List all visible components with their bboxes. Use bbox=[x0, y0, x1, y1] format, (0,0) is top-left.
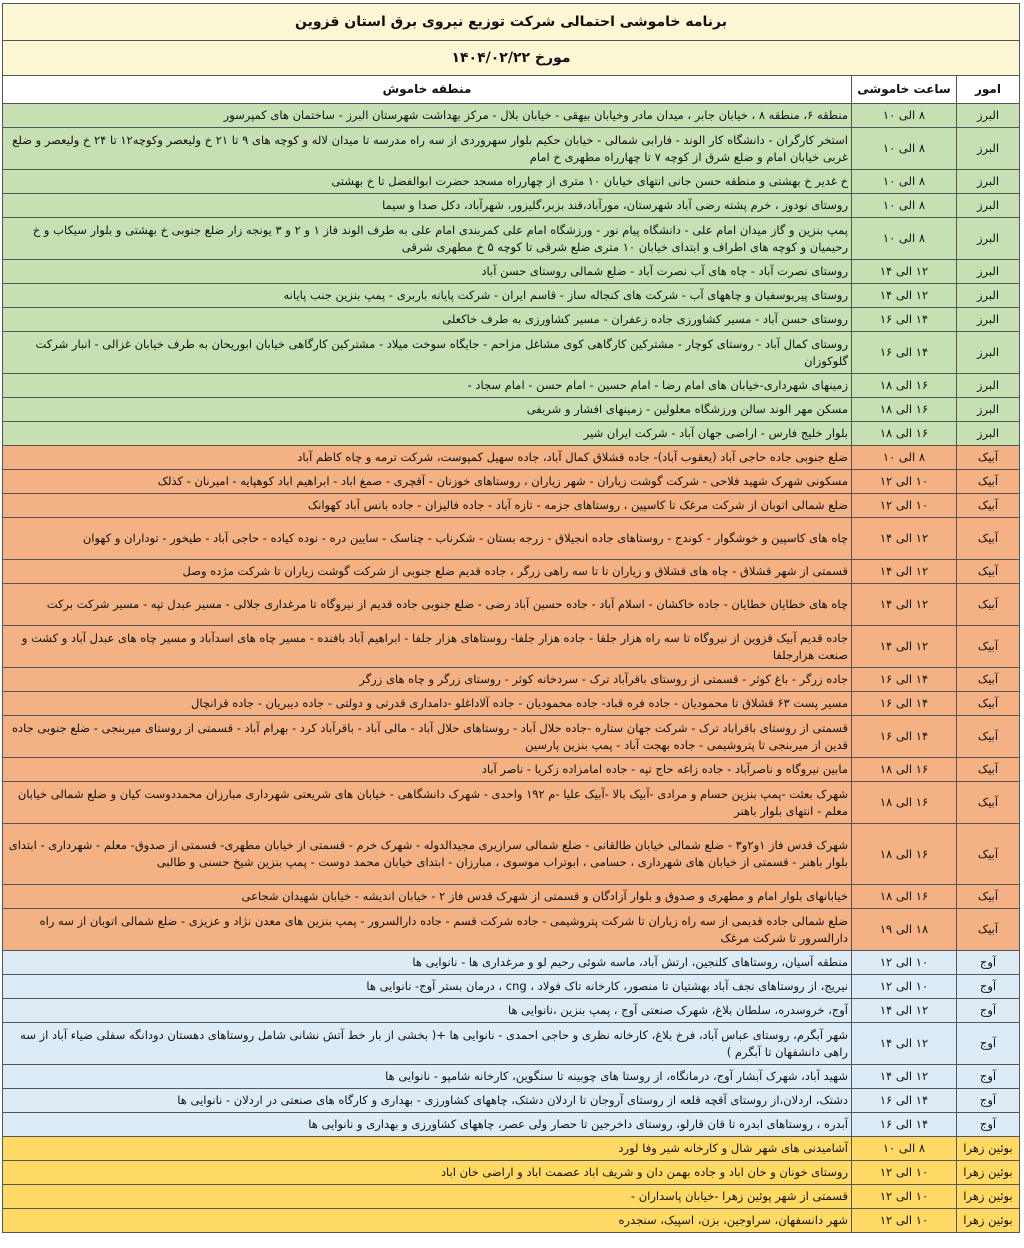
dept-cell: البرز bbox=[957, 422, 1020, 446]
time-cell: ۱۲ الی ۱۴ bbox=[852, 518, 957, 560]
time-cell: ۱۴ الی ۱۶ bbox=[852, 1113, 957, 1137]
area-cell: روستای نودوز ، خرم پشته رضی آباد شهرستان، مورآباد،قند بزبر،گلیزور، شهرآباد، دکل صدا و سیما bbox=[2, 194, 851, 218]
time-cell: ۱۶ الی ۱۸ bbox=[852, 374, 957, 398]
time-cell: ۱۶ الی ۱۸ bbox=[852, 885, 957, 909]
time-cell: ۸ الی ۱۰ bbox=[852, 1137, 957, 1161]
area-cell: منطقه ۶، منطقه ۸ ، خیابان جابر ، میدان مادر وخیابان بیهقی - خیابان بلال - مرکز بهداشت شهرستان البرز - ساختمان های کمپرسور bbox=[2, 104, 851, 128]
dept-cell: آبیک bbox=[957, 758, 1020, 782]
header-area: منطقه خاموش bbox=[2, 76, 851, 104]
time-cell: ۱۰ الی ۱۲ bbox=[852, 951, 957, 975]
table-row bbox=[2, 260, 1019, 284]
area-cell: خیابانهای بلوار امام و مطهری و صدوق و بلوار آزادگان و قسمتی از شهرک قدس فاز ۲ - خیابان اندیشه - خیابان شهیدان شجاعی bbox=[2, 885, 851, 909]
table-row bbox=[2, 885, 1019, 909]
table-row bbox=[2, 308, 1019, 332]
dept-cell: بوئین زهرا bbox=[957, 1137, 1020, 1161]
area-cell: مابین نیروگاه و ناصرآباد - جاده زاغه حاج تپه - جاده امامزاده زکریا - ناصر آباد bbox=[2, 758, 851, 782]
dept-cell: البرز bbox=[957, 170, 1020, 194]
table-row bbox=[2, 374, 1019, 398]
table-row bbox=[2, 1065, 1019, 1089]
area-cell: منطقه آسیان، روستاهای کلنجین، ارتش آباد، ماسه شوئی رحیم لو و مرغداری ها - نانوایی ها bbox=[2, 951, 851, 975]
area-cell: شهر دانسفهان، سراوجین، بزن، اسپیک، سنجدره bbox=[2, 1209, 851, 1233]
time-cell: ۱۲ الی ۱۴ bbox=[852, 1065, 957, 1089]
area-cell: جاده قدیم آبیک قزوین از نیروگاه تا سه راه هزار جلفا - جاده هزار جلفا- روستاهای هزار جلفا - ابراهیم آباد بافنده - مسیر چاه های اسدآباد و مسیر چاه های عبدل آباد و کشت و صنعت هزارجلفا bbox=[2, 626, 851, 668]
table-row bbox=[2, 824, 1019, 885]
table-row bbox=[2, 668, 1019, 692]
dept-cell: آبیک bbox=[957, 909, 1020, 951]
time-cell: ۱۶ الی ۱۸ bbox=[852, 824, 957, 885]
dept-cell: البرز bbox=[957, 128, 1020, 170]
dept-cell: البرز bbox=[957, 332, 1020, 374]
table-row bbox=[2, 1113, 1019, 1137]
area-cell: استخر کارگران - دانشگاه کار الوند - فارابی شمالی - خیابان حکیم بلوار سهروردی از سه راه مدرسه تا میدان لاله و کوچه های ۹ تا ۲۱ خ ولیعصر وکوچه۱۲ تا ۲۴ خ ولیعصر و ضلع غربی خیابان امام و ضلع شرق از کوچه ۷ تا چهارراه مطهری خ امام bbox=[2, 128, 851, 170]
table-row bbox=[2, 332, 1019, 374]
table-row bbox=[2, 758, 1019, 782]
dept-cell: آبیک bbox=[957, 885, 1020, 909]
dept-cell: آبیک bbox=[957, 584, 1020, 626]
time-cell: ۱۴ الی ۱۶ bbox=[852, 1089, 957, 1113]
area-cell: روستای پیربوسفیان و چاههای آب - شرکت های کنجاله ساز - قاسم ایران - شرکت پایانه باربری - پمپ بنزین جنب پایانه bbox=[2, 284, 851, 308]
table-row bbox=[2, 951, 1019, 975]
time-cell: ۱۶ الی ۱۸ bbox=[852, 782, 957, 824]
time-cell: ۱۴ الی ۱۶ bbox=[852, 308, 957, 332]
time-cell: ۱۰ الی ۱۲ bbox=[852, 1161, 957, 1185]
area-cell: دشتک، اردلان،از روستای آقچه قلعه از روستای آروجان تا اردلان دشتک، چاههای کشاورزی - بهداری و کارگاه های صنعتی در اردلان - نانوایی ها bbox=[2, 1089, 851, 1113]
time-cell: ۱۶ الی ۱۸ bbox=[852, 422, 957, 446]
dept-cell: آبیک bbox=[957, 692, 1020, 716]
time-cell: ۱۰ الی ۱۲ bbox=[852, 975, 957, 999]
area-cell: خ غدیر خ بهشتی و منطقه حسن جانی انتهای خیابان ۱۰ متری از چهارراه مسجد حضرت ابوالفضل تا خ بهشتی bbox=[2, 170, 851, 194]
time-cell: ۸ الی ۱۰ bbox=[852, 170, 957, 194]
time-cell: ۱۲ الی ۱۴ bbox=[852, 284, 957, 308]
dept-cell: آبیک bbox=[957, 782, 1020, 824]
dept-cell: آبیک bbox=[957, 518, 1020, 560]
time-cell: ۱۰ الی ۱۲ bbox=[852, 494, 957, 518]
area-cell: روستای نصرت آباد - چاه های آب نصرت آباد - ضلع شمالی روستای حسن آباد bbox=[2, 260, 851, 284]
time-cell: ۱۰ الی ۱۲ bbox=[852, 1185, 957, 1209]
table-row bbox=[2, 716, 1019, 758]
date-line: مورخ ۱۴۰۴/۰۲/۲۲ bbox=[2, 41, 1019, 76]
table-row bbox=[2, 975, 1019, 999]
dept-cell: آوج bbox=[957, 1023, 1020, 1065]
area-cell: روستای خونان و خان اباد و جاده بهمن دان و شریف اباد عصمت اباد و اراضی خان اباد bbox=[2, 1161, 851, 1185]
area-cell: شهید آباد، شهرک آبشار آوج، درمانگاه، از روستا های چوبینه تا سنگوین، کارخانه شامپو - نانوایی ها bbox=[2, 1065, 851, 1089]
area-cell: شهرک بعثت -پمپ بنزین حسام و مرادی -آبیک بالا -آبیک علیا -م ۱۹۲ واحدی - شهرک دانشگاهی - خیابان های شریعتی شهرداری مبارزان محمددوست کیان و ضلع شمالی خیابان معلم - انتهای بلوار باهنر bbox=[2, 782, 851, 824]
table-row bbox=[2, 518, 1019, 560]
table-row bbox=[2, 692, 1019, 716]
dept-cell: آوج bbox=[957, 951, 1020, 975]
table-row bbox=[2, 422, 1019, 446]
table-row bbox=[2, 104, 1019, 128]
table-row bbox=[2, 584, 1019, 626]
time-cell: ۱۶ الی ۱۸ bbox=[852, 758, 957, 782]
time-cell: ۸ الی ۱۰ bbox=[852, 446, 957, 470]
table-row bbox=[2, 284, 1019, 308]
time-cell: ۱۲ الی ۱۴ bbox=[852, 560, 957, 584]
area-cell: زمینهای شهرداری-خیابان های امام رضا - امام حسین - امام حسن - امام سجاد - bbox=[2, 374, 851, 398]
area-cell: چاه های خطایان خطایان - جاده خاکشان - اسلام آباد - جاده حسین آباد رضی - ضلع جنوبی جاده قدیم از نیروگاه تا مرغداری جلالی - مسیر عبدل تپه - مسیر شرکت برکت bbox=[2, 584, 851, 626]
header-dept: امور bbox=[957, 76, 1020, 104]
area-cell: روستای حسن آباد - مسیر کشاورزی جاده زعفران - مسیر کشاورزی به طرف خاکعلی bbox=[2, 308, 851, 332]
area-cell: آشامیدنی های شهر شال و کارخانه شیر وفا لورد bbox=[2, 1137, 851, 1161]
table-row bbox=[2, 1209, 1019, 1233]
area-cell: نیریج، از روستاهای نجف آباد بهشتیان تا منصور، کارخانه تاک فولاد ، cng ، درمان بستر آوج- نانوایی ها bbox=[2, 975, 851, 999]
dept-cell: بوئین زهرا bbox=[957, 1161, 1020, 1185]
table-row bbox=[2, 398, 1019, 422]
time-cell: ۸ الی ۱۰ bbox=[852, 104, 957, 128]
outage-table bbox=[2, 3, 1020, 1233]
area-cell: شهر آبگرم، روستای عباس آباد، فرخ بلاغ، کارخانه نظری و حاجی احمدی - نانوایی ها +( بخشی از بار خط آتش نشانی شامل روستاهای دهستان دودانگه سفلی ضیاء آباد از سه راهی دانشفهان تا آبگرم ) bbox=[2, 1023, 851, 1065]
time-cell: ۸ الی ۱۰ bbox=[852, 194, 957, 218]
dept-cell: بوئین زهرا bbox=[957, 1209, 1020, 1233]
table-row bbox=[2, 170, 1019, 194]
table-row bbox=[2, 999, 1019, 1023]
time-cell: ۱۴ الی ۱۶ bbox=[852, 716, 957, 758]
time-cell: ۱۲ الی ۱۴ bbox=[852, 584, 957, 626]
dept-cell: آبیک bbox=[957, 446, 1020, 470]
area-cell: بلوار خلیج فارس - اراضی جهان آباد - شرکت ایران شیر bbox=[2, 422, 851, 446]
area-cell: چاه های کاسپین و خوشگوار - کوندج - روستاهای جاده انجیلاق - زرجه بستان - شکرناب - چناسک - سایین دره - نوده کیاده - حاجی آباد - طیخور - توداران و کهوان bbox=[2, 518, 851, 560]
table-row bbox=[2, 128, 1019, 170]
time-cell: ۱۶ الی ۱۸ bbox=[852, 398, 957, 422]
time-cell: ۱۲ الی ۱۴ bbox=[852, 260, 957, 284]
header-time: ساعت خاموشی bbox=[852, 76, 957, 104]
title-row bbox=[2, 4, 1019, 41]
time-cell: ۱۲ الی ۱۴ bbox=[852, 626, 957, 668]
table-row bbox=[2, 446, 1019, 470]
time-cell: ۱۸ الی ۱۹ bbox=[852, 909, 957, 951]
table-row bbox=[2, 194, 1019, 218]
time-cell: ۱۲ الی ۱۴ bbox=[852, 999, 957, 1023]
dept-cell: بوئین زهرا bbox=[957, 1185, 1020, 1209]
table-row bbox=[2, 909, 1019, 951]
area-cell: مسکونی شهرک شهید فلاحی - شرکت گوشت زیاران - شهر زیاران ، روستاهای خوزنان - آقچری - صمغ اباد - ابراهیم اباد کوهپایه - امیرنان - کذلک bbox=[2, 470, 851, 494]
area-cell: روستای کمال آباد - روستای کوچار - مشترکین کارگاهی کوی مشاغل مزاحم - جایگاه سوخت میلاد - مشترکین کارگاهی خیابان ابوریحان به طرف خیابان غزالی - انبار شرکت گلوکوزان bbox=[2, 332, 851, 374]
time-cell: ۱۴ الی ۱۶ bbox=[852, 692, 957, 716]
dept-cell: البرز bbox=[957, 218, 1020, 260]
table-row bbox=[2, 782, 1019, 824]
area-cell: ضلع جنوبی جاده حاجی آباد (یعقوب آباد)- جاده قشلاق کمال آباد، جاده سهیل کمپوست، شرکت ترمه و چاه کاظم آباد bbox=[2, 446, 851, 470]
table-row bbox=[2, 494, 1019, 518]
table-row bbox=[2, 218, 1019, 260]
dept-cell: البرز bbox=[957, 374, 1020, 398]
outage-schedule-sheet bbox=[3, 3, 1020, 1233]
dept-cell: آوج bbox=[957, 975, 1020, 999]
dept-cell: آبیک bbox=[957, 716, 1020, 758]
table-row bbox=[2, 1089, 1019, 1113]
area-cell: ضلع شمالی اتوبان از شرکت مرغک تا کاسپین ، روستاهای جزمه - تازه آباد - جاده فالیزان - جاده بانس آباد کهوانک bbox=[2, 494, 851, 518]
dept-cell: البرز bbox=[957, 398, 1020, 422]
header-row bbox=[2, 76, 1019, 104]
time-cell: ۸ الی ۱۰ bbox=[852, 218, 957, 260]
dept-cell: آبیک bbox=[957, 560, 1020, 584]
table-row bbox=[2, 1185, 1019, 1209]
table-row bbox=[2, 626, 1019, 668]
dept-cell: البرز bbox=[957, 194, 1020, 218]
dept-cell: آوج bbox=[957, 999, 1020, 1023]
dept-cell: آوج bbox=[957, 1089, 1020, 1113]
area-cell: قسمتی از روستای باقراباد ترک - شرکت جهان ستاره -جاده حلال آباد - روستاهای حلال آباد - مالی آباد - باقرآباد کرد - بهرام آباد - قسمتی از روستای میربنجی - ضلع جنوبی جاده قدین از میربنجی تا پتروشیمی - جاده بهجت آباد - پمپ بنزین پارسین bbox=[2, 716, 851, 758]
dept-cell: آبیک bbox=[957, 494, 1020, 518]
dept-cell: آبیک bbox=[957, 626, 1020, 668]
area-cell: مسکن مهر الوند سالن ورزشگاه معلولین - زمینهای افشار و شریفی bbox=[2, 398, 851, 422]
area-cell: جاده زرگر - باغ کوثر - قسمتی از روستای باقرآباد ترک - سردخانه کوثر - روستای زرگر و چاه های زرگر bbox=[2, 668, 851, 692]
area-cell: آوج، خروسدره، سلطان بلاغ، شهرک صنعتی آوج ، پمپ بنزین ،نانوایی ها bbox=[2, 999, 851, 1023]
date-row bbox=[2, 41, 1019, 76]
dept-cell: آبیک bbox=[957, 824, 1020, 885]
dept-cell: آوج bbox=[957, 1065, 1020, 1089]
table-row bbox=[2, 1023, 1019, 1065]
time-cell: ۱۰ الی ۱۲ bbox=[852, 470, 957, 494]
time-cell: ۱۲ الی ۱۴ bbox=[852, 1023, 957, 1065]
area-cell: ضلع شمالی جاده قدیمی از سه راه زیاران تا شرکت پتروشیمی - جاده شرکت قسم - جاده دارالسرور - پمپ بنزین های معدن نژاد و عزیزی - ضلع شمالی اتوبان از سه راه دارالسرور تا شرکت مرغک bbox=[2, 909, 851, 951]
area-cell: آبدره ، روستاهای ابدره تا قان قارلو، روستای داخرجین تا حصار ولی عصر، چاههای کشاورزی و بهداری و نانوایی ها bbox=[2, 1113, 851, 1137]
dept-cell: آبیک bbox=[957, 668, 1020, 692]
dept-cell: آوج bbox=[957, 1113, 1020, 1137]
time-cell: ۸ الی ۱۰ bbox=[852, 128, 957, 170]
table-row bbox=[2, 470, 1019, 494]
dept-cell: البرز bbox=[957, 284, 1020, 308]
area-cell: مسیر پست ۶۳ قشلاق تا محمودیان - جاده فره قباد- جاده محمودیان - جاده آلاداغلو -دامداری قدرتی و دولتی - جاده دیبریان - جاده قزانچال bbox=[2, 692, 851, 716]
area-cell: شهرک قدس فاز ۱و۲و۳ - ضلع شمالی خیابان طالقانی - ضلع شمالی سرازیری مجیدالدوله - شهرک خرم - قسمتی از خیابان مطهری- قسمتی از صدوق- معلم - شهرداری - ابتدای بلوار باهنر - قسمتی از خیابان های شهرداری ، حسامی ، ابوتراب موسوی ، مبارزان - ابتدای خیابان محمد دوست - پمپ بنزین شیخ حسنی و طالبی bbox=[2, 824, 851, 885]
page-title: برنامه خاموشی احتمالی شرکت توزیع نیروی برق استان قزوین bbox=[2, 4, 1019, 41]
dept-cell: البرز bbox=[957, 260, 1020, 284]
table-row bbox=[2, 560, 1019, 584]
area-cell: قسمتی از شهر پوئین زهرا -خیابان پاسداران - bbox=[2, 1185, 851, 1209]
dept-cell: البرز bbox=[957, 308, 1020, 332]
time-cell: ۱۰ الی ۱۲ bbox=[852, 1209, 957, 1233]
dept-cell: البرز bbox=[957, 104, 1020, 128]
area-cell: قسمتی از شهر قشلاق - چاه های قشلاق و زیاران تا تا سه راهی زرگر ، جاده قدیم ضلع جنوبی از شرکت گوشت زیاران تا شرکت مژده وصل bbox=[2, 560, 851, 584]
table-row bbox=[2, 1137, 1019, 1161]
time-cell: ۱۴ الی ۱۶ bbox=[852, 332, 957, 374]
table-row bbox=[2, 1161, 1019, 1185]
time-cell: ۱۴ الی ۱۶ bbox=[852, 668, 957, 692]
area-cell: پمپ بنزین و گاز میدان امام علی - دانشگاه پیام نور - ورزشگاه امام علی کمربندی امام علی به طرف الوند فاز ۱ و ۲ و ۳ یونجه زار ضلع جنوبی خ بهشتی و بلوار سیکاب و خ رحیمیان و کوچه های اطراف و ابتدای خیابان ۱۰ متری ضلع شرقی تا کوچه ۵ خ مطهری شرقی bbox=[2, 218, 851, 260]
dept-cell: آبیک bbox=[957, 470, 1020, 494]
